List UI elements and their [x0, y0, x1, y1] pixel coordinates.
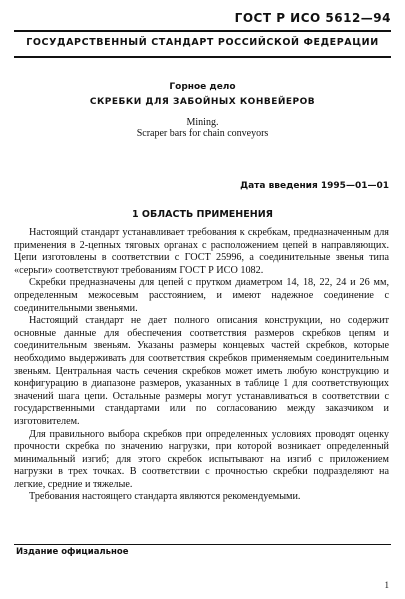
subject-heading: Горное дело	[169, 82, 236, 92]
paragraph: Для правильного выбора скребков при определенных условиях проводят оценку прочности скребка по значению нагрузки, при которой возникает определенный минимальный изгиб; для этого скребок испытывают на изгиб с приложением нагрузки в трех точках. В соответствии с прочностью скребки подразделяют на легкие, средние и тяжелые.	[14, 428, 389, 490]
paragraph: Требования настоящего стандарта являются рекомендуемыми.	[29, 491, 301, 503]
page-number: 1	[384, 580, 389, 590]
document-title-ru: СКРЕБКИ ДЛЯ ЗАБОЙНЫХ КОНВЕЙЕРОВ	[89, 97, 316, 107]
standard-code: ГОСТ Р ИСО 5612—94	[234, 11, 391, 25]
edition-note: Издание официальное	[16, 547, 129, 557]
header-rule-top	[14, 30, 391, 32]
paragraph: Скребки предназначены для цепей с прутком диаметром 14, 18, 22, 24 и 26 мм, определенным межосевым расстоянием, и имеют надежное соединение с соединительными звеньями.	[14, 277, 389, 314]
paragraph: Настоящий стандарт не дает полного описания конструкции, но содержит основные данные для обеспечения соответствия размеров скребков цепям и соединительным звеньям. Указаны размеры концевых частей скребков, которые необходимо выдерживать для соответствия скребков применяемым соединительным звеньям. Центральная часть сечения скребков может иметь любую конструкцию и конфигурацию в диапазоне размеров, указанных в таблице 1 для соответствующих значений шага цепи. Остальные размеры могут устанавливаться в соответствии с государственными стандартами или по согласованию между заказчиком и изготовителем.	[14, 315, 389, 427]
document-title-en-line-2: Scraper bars for chain conveyors	[136, 128, 269, 139]
paragraph: Настоящий стандарт устанавливает требования к скребкам, предназначенным для применения в 2-цепных тяговых органах с расположением цепей в направляющих. Цепи изготовлены в соответствии с ГОСТ 25996, а соединительные звенья типа «серьги» соответствуют требованиям ГОСТ Р ИСО 1082.	[14, 227, 389, 276]
body-text	[14, 227, 389, 504]
document-title-en-line-1: Mining.	[186, 117, 219, 128]
introduction-date: Дата введения 1995—01—01	[240, 181, 389, 191]
header-rule-bottom	[14, 56, 391, 58]
footer-rule	[14, 544, 391, 545]
issuing-organization: ГОСУДАРСТВЕННЫЙ СТАНДАРТ РОССИЙСКОЙ ФЕДЕРАЦИИ	[26, 37, 379, 48]
section-heading: 1 ОБЛАСТЬ ПРИМЕНЕНИЯ	[132, 209, 273, 220]
